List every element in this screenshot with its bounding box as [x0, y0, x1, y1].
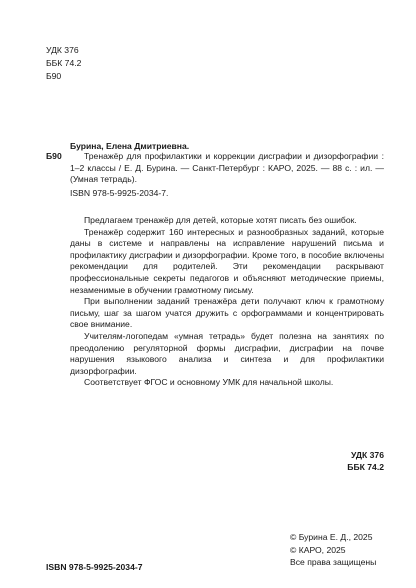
bbk-code: ББК 74.2	[46, 58, 82, 68]
copyright-author: © Бурина Е. Д., 2025	[290, 532, 373, 542]
annotation-paragraph: При выполнении заданий тренажёра дети получают ключ к грамотному письму, шаг за шагом учатся дружить с орфограммами и концентрировать свое внимание.	[70, 296, 384, 330]
classification-right	[347, 449, 384, 473]
copyright-publisher: © КАРО, 2025	[290, 544, 346, 555]
entry-author-mark: Б90	[46, 151, 62, 161]
rights-reserved: Все права защищены	[290, 557, 377, 568]
author-name: Бурина, Елена Дмитриевна.	[70, 141, 190, 151]
isbn-footer: ISBN 978-5-9925-2034-7	[46, 562, 143, 572]
author-mark: Б90	[46, 71, 62, 81]
description-text: Тренажёр для профилактики и коррекции дисграфии и дизорфографии : 1–2 классы / Е. Д. Бурина. — Санкт-Петербург : КАРО, 2025. — 88 с. : ил. — (Умная тетрадь).	[70, 151, 384, 185]
copyright-block	[290, 531, 376, 569]
annotation-paragraph: Соответствует ФГОС и основному УМК для начальной школы.	[84, 377, 334, 388]
annotation-paragraph: Тренажёр содержит 160 интересных и разнообразных заданий, которые даны в системе и направлены на исправление нарушений письма и профилактику дисграфии и дизорфографии. Кроме того, в пособие включены рекомендации для родителей. Эти рекомендации раскрывают профессиональные секреты педагогов и объясняют методические приемы, незаменимые в обучении грамотному письму.	[70, 226, 384, 295]
bbk-code-right: ББК 74.2	[347, 462, 384, 472]
annotation-paragraph: Учителям-логопедам «умная тетрадь» будет полезна на занятиях по преодолению регуляторной формы дисграфии, дисграфии на почве нарушения языкового анализа и синтеза и для профилактики дизорфографии.	[70, 330, 384, 376]
bibliographic-description	[70, 151, 384, 186]
udk-code-right: УДК 376	[350, 450, 384, 460]
isbn-entry: ISBN 978-5-9925-2034-7.	[70, 188, 169, 198]
classification-codes	[46, 44, 81, 83]
annotation	[70, 215, 384, 389]
annotation-paragraph: Предлагаем тренажёр для детей, которые хотят писать без ошибок.	[84, 215, 357, 225]
udk-code: УДК 376	[46, 45, 79, 55]
